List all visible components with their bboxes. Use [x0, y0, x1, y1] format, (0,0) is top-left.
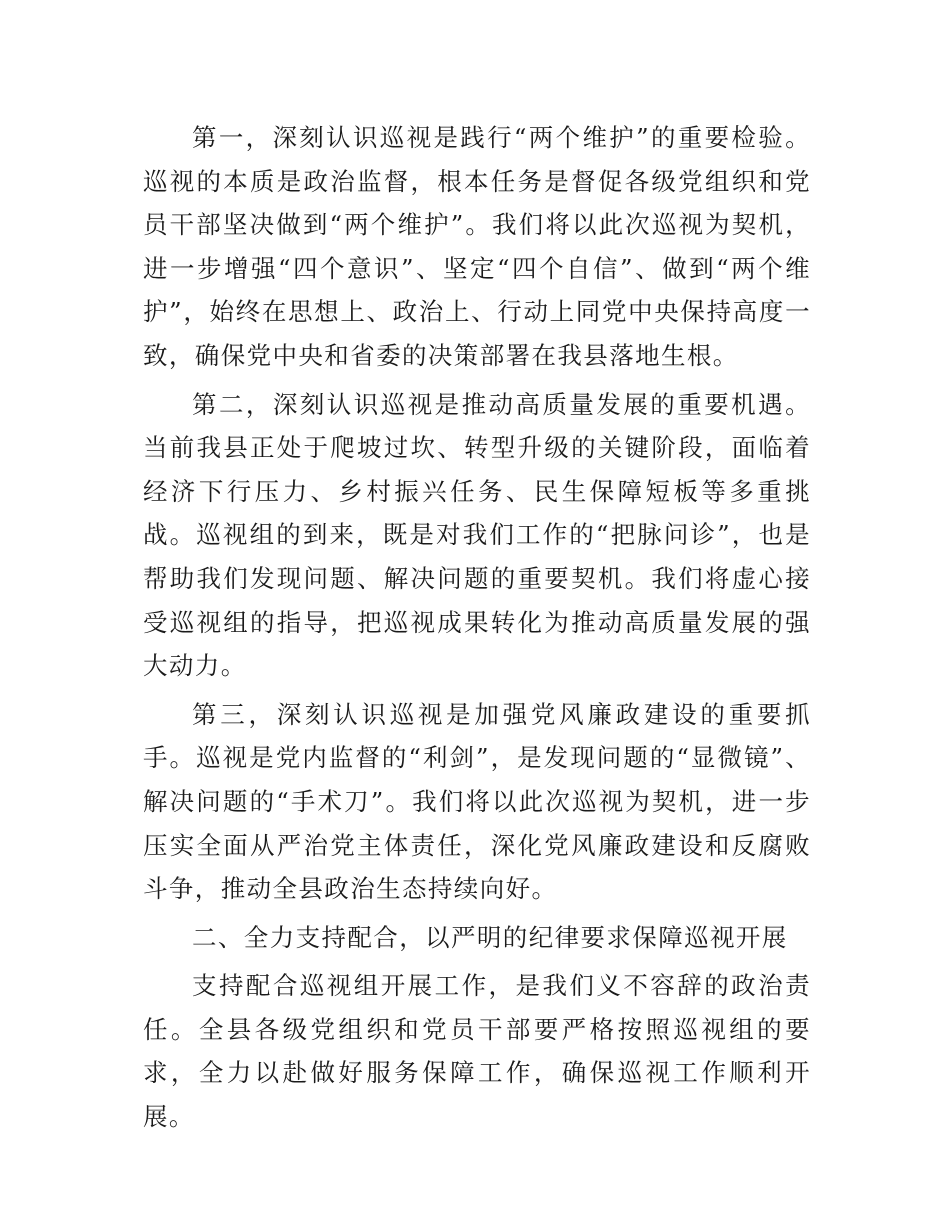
paragraph-first-point: 第一，深刻认识巡视是践行“两个维护”的重要检验。巡视的本质是政治监督，根本任务是督促各级党组织和党员干部坚决做到“两个维护”。我们将以此次巡视为契机，进一步增强“四个意识”、坚定“四个自信”、做到“两个维护”，始终在思想上、政治上、行动上同党中央保持高度一致，确保党中央和省委的决策部署在我县落地生根。 — [143, 123, 811, 370]
paragraph-support-cooperation: 支持配合巡视组开展工作，是我们义不容辞的政治责任。全县各级党组织和党员干部要严格按照巡视组的要求，全力以赴做好服务保障工作，确保巡视工作顺利开展。 — [143, 971, 811, 1132]
document-page — [143, 116, 811, 1139]
paragraph-third-point: 第三，深刻认识巡视是加强党风廉政建设的重要抓手。巡视是党内监督的“利剑”，是发现问题的“显微镜”、解决问题的“手术刀”。我们将以此次巡视为契机，进一步压实全面从严治党主体责任，深化党风廉政建设和反腐败斗争，推动全县政治生态持续向好。 — [143, 699, 811, 904]
paragraph-second-point: 第二，深刻认识巡视是推动高质量发展的重要机遇。当前我县正处于爬坡过坎、转型升级的关键阶段，面临着经济下行压力、乡村振兴任务、民生保障短板等多重挑战。巡视组的到来，既是对我们工作的“把脉问诊”，也是帮助我们发现问题、解决问题的重要契机。我们将虚心接受巡视组的指导，把巡视成果转化为推动高质量发展的强大动力。 — [143, 389, 811, 681]
section-heading: 二、全力支持配合，以严明的纪律要求保障巡视开展 — [192, 922, 788, 952]
